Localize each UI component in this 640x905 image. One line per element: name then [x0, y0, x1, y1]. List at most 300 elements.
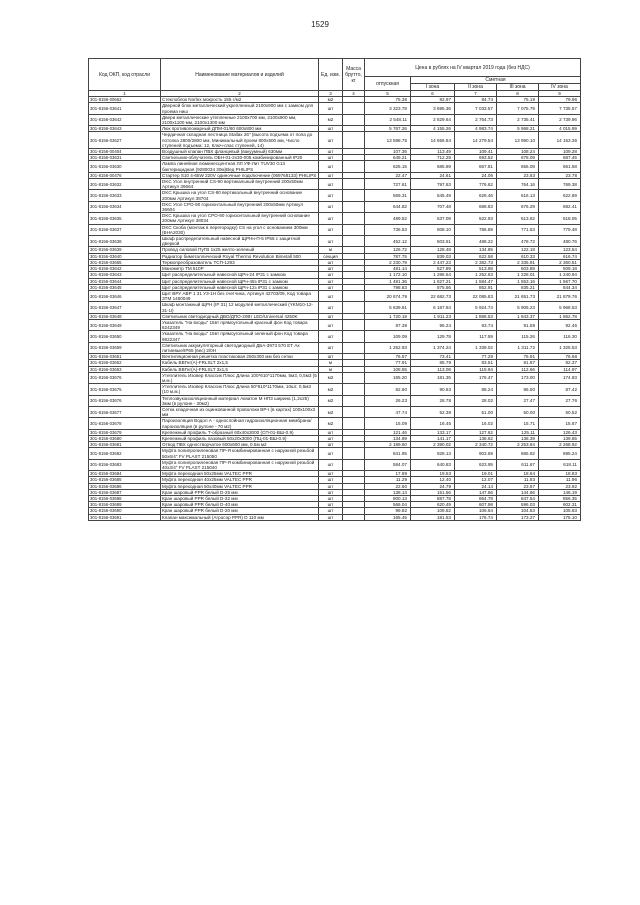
item-unit: шт — [319, 442, 343, 448]
item-code: 301-8156-03640 — [89, 253, 161, 259]
item-name: Двери металлические утепленные 2100х700 мм, 2100х900 мм, 2100х1100 мм, 2100х1300 мм — [161, 114, 319, 125]
price-zone-3: 656.08 — [497, 161, 539, 172]
price-zone-3: 23.67 — [497, 483, 539, 489]
price-zone-2: 93.74 — [455, 319, 497, 330]
item-unit: шт — [319, 459, 343, 470]
price-release: 644.82 — [365, 201, 411, 212]
price-zone-4: 14 153.36 — [539, 132, 581, 149]
item-name: DKC Угол внутренний CS-90 вертикальный внутренний 200х50мм Артикул 36664 — [161, 179, 319, 190]
item-name: Светильник светодиодный ДВО/ДПО-20Вт LED/Universal 4250K — [161, 313, 319, 319]
price-zone-4: 4 015.99 — [539, 126, 581, 132]
price-zone-4: 856.35 — [539, 496, 581, 502]
price-zone-2: 5 924.74 — [455, 302, 497, 313]
item-mass — [343, 302, 365, 313]
item-code: 301-8156-03642 — [89, 114, 161, 125]
item-unit: шт — [319, 313, 343, 319]
price-zone-4: 1 862.78 — [539, 313, 581, 319]
item-name: Муфта переходная 50х40мм VALTEC PPR — [161, 483, 319, 489]
price-release: 800.13 — [365, 496, 411, 502]
price-zone-1: 1 627.21 — [411, 278, 455, 284]
price-zone-2: 1 584.47 — [455, 278, 497, 284]
item-code: 301-8156-03643 — [89, 126, 161, 132]
item-unit: шт — [319, 155, 343, 161]
price-zone-4: 92.46 — [539, 319, 581, 330]
column-number: 2 — [161, 91, 319, 97]
price-zone-4: 1 325.53 — [539, 342, 581, 353]
price-release: 1 720.19 — [365, 313, 411, 319]
item-name: Манометр ТМ 510Р — [161, 266, 319, 272]
item-code: 301-8156-03686 — [89, 483, 161, 489]
price-zone-3: 104.53 — [497, 508, 539, 514]
price-zone-4: 2 268.92 — [539, 442, 581, 448]
price-release: 736.53 — [365, 224, 411, 235]
price-zone-4: 480.76 — [539, 236, 581, 247]
item-code: 301-8156-03689 — [89, 502, 161, 508]
header-release: отпускная — [365, 77, 411, 91]
item-mass — [343, 448, 365, 459]
price-zone-2: 2 764.73 — [455, 114, 497, 125]
price-zone-4: 114.97 — [539, 366, 581, 372]
header-zone-2: II зона — [455, 84, 497, 91]
item-name: Кран шаровый PPR белый D-40 мм — [161, 502, 319, 508]
price-zone-2: 147.56 — [455, 489, 497, 495]
item-code: 301-8156-03642 — [89, 266, 161, 272]
header-unit: Ед. изм. — [319, 59, 343, 91]
table-row — [89, 331, 581, 342]
item-name: Отвод ПВХ одностворчатое 600х600 мм, 0.5м м2 — [161, 442, 319, 448]
item-name: Провод силовой ПуГВ 1х25 желто-зеленый — [161, 247, 319, 253]
item-mass — [343, 459, 365, 470]
price-zone-1: 24.61 — [411, 172, 455, 178]
price-zone-4: 126.43 — [539, 429, 581, 435]
price-zone-2: 24.14 — [455, 483, 497, 489]
price-release: 1 252.93 — [365, 342, 411, 353]
item-mass — [343, 213, 365, 224]
price-zone-2: 623.95 — [455, 459, 497, 470]
price-zone-2: 628.46 — [455, 190, 497, 201]
price-zone-2: 24.06 — [455, 172, 497, 178]
item-unit: шт — [319, 508, 343, 514]
header-price-group: Цена в рублях на IV квартал 2019 года (без НДС) — [365, 59, 581, 77]
price-zone-4: 23.92 — [539, 483, 581, 489]
price-zone-1: 2 390.02 — [411, 442, 455, 448]
item-mass — [343, 418, 365, 429]
price-zone-2: 864.78 — [455, 496, 497, 502]
price-zone-3: 764.16 — [497, 179, 539, 190]
price-zone-2: 109.41 — [455, 149, 497, 155]
price-zone-1: 1 374.24 — [411, 342, 455, 353]
column-number: 3 — [319, 91, 343, 97]
item-code: 301-8156-03683 — [89, 459, 161, 470]
table-row — [89, 514, 581, 520]
table-row — [89, 201, 581, 212]
item-name: Щит распределительный навесной ЩРн-12з IP31 с замком — [161, 284, 319, 290]
price-zone-4: 76.68 — [539, 354, 581, 360]
item-code: 301-8156-03644 — [89, 278, 161, 284]
item-code: 301-8156-03648 — [89, 313, 161, 319]
item-name: Шкаф распределительный навесной ЩРНн-П-5 IP55 с защитной дверкой — [161, 236, 319, 247]
item-unit: шт — [319, 284, 343, 290]
price-zone-2: 115.94 — [455, 366, 497, 372]
item-name: Термопреобразователь ТСП-1293 — [161, 259, 319, 265]
price-zone-2: 622.58 — [455, 253, 497, 259]
price-zone-3: 1 553.16 — [497, 278, 539, 284]
item-unit: м2 — [319, 395, 343, 406]
price-zone-4: 769.38 — [539, 179, 581, 190]
item-code: 301-8156-03631 — [89, 155, 161, 161]
item-unit: шт — [319, 172, 343, 178]
item-name: Пароизоляция Водол А - однослойная гидроизоляционная мембрана/пароизоляция (в рулоне - 70 м2) — [161, 418, 319, 429]
item-name: Крепежный профиль пазовый 50х20х3000 (ПЦ-01-ВШ-0.9) — [161, 435, 319, 441]
price-zone-3: 21 651.73 — [497, 290, 539, 301]
price-release: 1 481.36 — [365, 278, 411, 284]
price-zone-1: 90.63 — [411, 384, 455, 395]
price-zone-3: 86.50 — [497, 384, 539, 395]
item-unit: шт — [319, 179, 343, 190]
price-zone-2: 12.07 — [455, 477, 497, 483]
item-unit: м2 — [319, 372, 343, 383]
price-zone-3: 1 228.01 — [497, 272, 539, 278]
price-zone-4: 15.87 — [539, 418, 581, 429]
item-unit: шт — [319, 471, 343, 477]
price-zone-2: 1 339.02 — [455, 342, 497, 353]
price-release: 108.55 — [365, 366, 411, 372]
price-release: 77.91 — [365, 360, 411, 366]
price-zone-3: 503.88 — [497, 266, 539, 272]
price-zone-2: 1 252.63 — [455, 272, 497, 278]
price-zone-1: 19.53 — [411, 471, 455, 477]
price-zone-1: 16.45 — [411, 418, 455, 429]
table-row — [89, 213, 581, 224]
price-zone-4: 123.54 — [539, 247, 581, 253]
item-unit: шт — [319, 236, 343, 247]
price-zone-2: 88.24 — [455, 384, 497, 395]
price-zone-2: 2 382.73 — [455, 259, 497, 265]
table-row — [89, 384, 581, 395]
price-zone-2: 2 340.72 — [455, 442, 497, 448]
price-zone-1: 14 656.84 — [411, 132, 455, 149]
item-name: Указатель "На входы" 15вт прямоугольный красный фон Код товара 6242349 — [161, 319, 319, 330]
price-zone-3: 513.62 — [497, 213, 539, 224]
item-unit: шт — [319, 290, 343, 301]
price-zone-1: 2 829.64 — [411, 114, 455, 125]
price-zone-2: 4 983.74 — [455, 126, 497, 132]
price-release: 787.75 — [365, 253, 411, 259]
price-zone-1: 808.10 — [411, 224, 455, 235]
price-zone-3: 616.13 — [497, 190, 539, 201]
price-zone-2: 22 085.83 — [455, 290, 497, 301]
table-row — [89, 302, 581, 313]
price-zone-2: 776.62 — [455, 179, 497, 190]
price-zone-3: 596.03 — [497, 502, 539, 508]
price-zone-3: 771.53 — [497, 224, 539, 235]
table-row — [89, 448, 581, 459]
price-zone-3: 610.33 — [497, 253, 539, 259]
item-name: Указатель "На входы" 15вт прямоугольный зеленый фон Код товара 9822347 — [161, 331, 319, 342]
item-unit: шт — [319, 278, 343, 284]
price-release: 22.47 — [365, 172, 411, 178]
item-code: 301-8156-03650 — [89, 331, 161, 342]
header-zone-4: IV зона — [539, 84, 581, 91]
item-unit: шт — [319, 190, 343, 201]
price-zone-2: 513.98 — [455, 266, 497, 272]
table-row — [89, 103, 581, 114]
header-zone-1: I зона — [411, 84, 455, 91]
item-code: 301-8156-03649 — [89, 319, 161, 330]
price-zone-3: 144.66 — [497, 489, 539, 495]
price-release: 22.60 — [365, 483, 411, 489]
item-unit: шт — [319, 201, 343, 212]
price-zone-4: 1 567.70 — [539, 278, 581, 284]
item-code: 301-8156-03653 — [89, 366, 161, 372]
price-release: 109.09 — [365, 331, 411, 342]
item-unit: шт — [319, 342, 343, 353]
column-number: 4 — [343, 91, 365, 97]
table-row — [89, 179, 581, 190]
price-zone-4: 87.42 — [539, 384, 581, 395]
item-name: DKC Скоба (монтаж в перегородку) CS на угол с основанием 300мм (BHA2030) — [161, 224, 319, 235]
price-zone-1: 6 187.84 — [411, 302, 455, 313]
price-release: 87.38 — [365, 319, 411, 330]
column-number: 5 — [365, 91, 411, 97]
item-code: 301-8156-03675 — [89, 384, 161, 395]
price-zone-1: 133.17 — [411, 429, 455, 435]
item-code: 301-8156-03691 — [89, 514, 161, 520]
item-mass — [343, 224, 365, 235]
price-zone-3: 112.66 — [497, 366, 539, 372]
price-zone-4: 895.24 — [539, 448, 581, 459]
item-mass — [343, 384, 365, 395]
price-zone-4: 5 968.53 — [539, 302, 581, 313]
item-unit: м2 — [319, 114, 343, 125]
item-mass — [343, 290, 365, 301]
price-zone-1: 73.41 — [411, 354, 455, 360]
price-zone-4: 1 240.94 — [539, 272, 581, 278]
item-code: 301-8156-03682 — [89, 448, 161, 459]
price-zone-1: 113.49 — [411, 149, 455, 155]
price-zone-1: 685.89 — [411, 161, 455, 172]
price-zone-1: 875.56 — [411, 284, 455, 290]
price-zone-4: 2 360.51 — [539, 259, 581, 265]
price-zone-1: 82.97 — [411, 97, 455, 103]
item-name: Крепежный профиль Т-образный 60х40х3000 (СП-01-ВШ-0.9) — [161, 429, 319, 435]
price-zone-3: 1 311.72 — [497, 342, 539, 353]
price-release: 15.09 — [365, 418, 411, 429]
item-mass — [343, 161, 365, 172]
price-zone-4: 844.34 — [539, 284, 581, 290]
item-code: 301-8156-03681 — [89, 442, 161, 448]
price-zone-3: 847.54 — [497, 496, 539, 502]
item-unit: шт — [319, 489, 343, 495]
item-unit: шт — [319, 514, 343, 520]
table-row — [89, 236, 581, 247]
item-unit: шт — [319, 302, 343, 313]
item-code: 301-8156-03634 — [89, 201, 161, 212]
price-zone-1: 797.63 — [411, 179, 455, 190]
item-mass — [343, 114, 365, 125]
item-name: Радиатор биметаллический Royal Thermo Revolution Bimetall 500 — [161, 253, 319, 259]
price-zone-2: 1 888.53 — [455, 313, 497, 319]
table-row — [89, 290, 581, 301]
price-zone-1: 109.52 — [411, 508, 455, 514]
price-release: 20 674.79 — [365, 290, 411, 301]
price-zone-1: 640.83 — [411, 459, 455, 470]
price-zone-4: 682.41 — [539, 201, 581, 212]
price-zone-4: 146.19 — [539, 489, 581, 495]
column-number: 9 — [539, 91, 581, 97]
price-zone-1: 1 286.54 — [411, 272, 455, 278]
table-row — [89, 319, 581, 330]
column-number: 8 — [497, 91, 539, 97]
item-mass — [343, 342, 365, 353]
price-release: 798.83 — [365, 284, 411, 290]
item-unit: шт — [319, 272, 343, 278]
price-zone-4: 79.96 — [539, 97, 581, 103]
column-number: 1 — [89, 91, 161, 97]
price-release: 11.29 — [365, 477, 411, 483]
price-zone-1: 113.08 — [411, 366, 455, 372]
item-code: 301-8156-03684 — [89, 471, 161, 477]
item-unit: шт — [319, 477, 343, 483]
item-name: Светильник-облучатель ОБН-01-2х30-005 комбинированный IP20 — [161, 155, 319, 161]
price-zone-1: 24.79 — [411, 483, 455, 489]
table-row — [89, 132, 581, 149]
price-zone-2: 83.51 — [455, 360, 497, 366]
item-unit: шт — [319, 213, 343, 224]
price-release: 489.52 — [365, 213, 411, 224]
table-row — [89, 114, 581, 125]
price-zone-4: 139.85 — [539, 435, 581, 441]
table-row — [89, 406, 581, 417]
item-unit: шт — [319, 149, 343, 155]
price-zone-3: 478.72 — [497, 236, 539, 247]
price-zone-2: 176.74 — [455, 514, 497, 520]
item-unit: шт — [319, 502, 343, 508]
item-unit: шт — [319, 259, 343, 265]
item-name: Шкаф монтажный ЩРН (IP 31) 12 модулей металлический (YKM10-12-31-U) — [161, 302, 319, 313]
item-code: 301-8156-03638 — [89, 236, 161, 247]
price-zone-1: 839.03 — [411, 253, 455, 259]
price-zone-3: 173.27 — [497, 514, 539, 520]
item-name: Клапан максимальный (Агросор PPR) D 110 мм — [161, 514, 319, 520]
header-zone-3: III зона — [497, 84, 539, 91]
item-name: Светильник аккумуляторный светодиодный ДБА-3973 570 ЕТ Ак литиевые/IP65 (вес) 2/0Н — [161, 342, 319, 353]
table-row — [89, 395, 581, 406]
price-zone-1: 887.78 — [411, 496, 455, 502]
price-zone-3: 885.92 — [497, 448, 539, 459]
item-mass — [343, 132, 365, 149]
price-zone-2: 16.02 — [455, 418, 497, 429]
price-zone-4: 518.05 — [539, 213, 581, 224]
price-zone-1: 3 695.36 — [411, 103, 455, 114]
price-zone-1: 2 447.23 — [411, 259, 455, 265]
price-release: 47.74 — [365, 406, 411, 417]
price-release: 452.12 — [365, 236, 411, 247]
price-release: 1 172.10 — [365, 272, 411, 278]
price-release: 841.95 — [365, 448, 411, 459]
item-name: Щит распределительный навесной ЩРн-24 IP31 с замком — [161, 272, 319, 278]
item-name: Сетка кладочная из оцинкованной проволоки ВР-I (в картах) 100х100х3 мм — [161, 406, 319, 417]
item-mass — [343, 331, 365, 342]
item-mass — [343, 201, 365, 212]
price-zone-1: 28.78 — [411, 395, 455, 406]
item-name: Лампа линейная люминесцентная ЛЛ УФ-Лит TUV30 G13 бактерицидная (9280034 30м)Вед PHILIPS — [161, 161, 319, 172]
price-release: 727.61 — [365, 179, 411, 190]
price-zone-2: 51.00 — [455, 406, 497, 417]
item-unit: шт — [319, 331, 343, 342]
header-mass: Масса брутто, кг — [343, 59, 365, 91]
item-unit: шт — [319, 224, 343, 235]
price-release: 569.31 — [365, 190, 411, 201]
price-release: 76.57 — [365, 354, 411, 360]
price-zone-1: 707.48 — [411, 201, 455, 212]
item-name: Дверной блок металлический укрепленный 2100х900 мм с замком для проема ниш — [161, 103, 319, 114]
item-code: 301-8156-03652 — [89, 360, 161, 366]
item-name: Воздушный клапан ПВХ фланцевый (вакуумный) 630мм — [161, 149, 319, 155]
price-zone-3: 1 843.37 — [497, 313, 539, 319]
item-name: Кран шаровый PPR белый D-32 мм — [161, 496, 319, 502]
item-code: 301-8156-03678 — [89, 418, 161, 429]
price-zone-3: 13 990.10 — [497, 132, 539, 149]
item-unit: м2 — [319, 97, 343, 103]
price-zone-3: 11.83 — [497, 477, 539, 483]
item-code: 301-8156-03687 — [89, 489, 161, 495]
price-zone-3: 5 906.23 — [497, 302, 539, 313]
item-unit: шт — [319, 266, 343, 272]
price-zone-3: 15.71 — [497, 418, 539, 429]
price-zone-4: 175.10 — [539, 514, 581, 520]
item-unit: м2 — [319, 418, 343, 429]
price-zone-4: 50.52 — [539, 406, 581, 417]
price-zone-3: 2 253.84 — [497, 442, 539, 448]
item-name: DKC Угол CPO-90 горизонтальный внутренний 200х50мм Артикул 36604 — [161, 201, 319, 212]
table-row — [89, 342, 581, 353]
price-release: 481.14 — [365, 266, 411, 272]
header-estimate: Сметная — [411, 77, 581, 84]
price-zone-1: 22 682.73 — [411, 290, 455, 301]
price-zone-2: 106.64 — [455, 508, 497, 514]
page-number: 1529 — [311, 20, 329, 29]
price-zone-2: 176.47 — [455, 372, 497, 383]
item-unit: м — [319, 360, 343, 366]
price-zone-2: 138.62 — [455, 435, 497, 441]
price-zone-2: 667.81 — [455, 161, 497, 172]
item-mass — [343, 190, 365, 201]
item-unit: шт — [319, 319, 343, 330]
item-mass — [343, 103, 365, 114]
price-zone-2: 903.69 — [455, 448, 497, 459]
item-mass — [343, 514, 365, 520]
price-zone-1: 712.29 — [411, 155, 455, 161]
price-zone-4: 174.83 — [539, 372, 581, 383]
price-zone-1: 12.40 — [411, 477, 455, 483]
table-row — [89, 190, 581, 201]
price-zone-2: 117.59 — [455, 331, 497, 342]
price-zone-4: 779.48 — [539, 224, 581, 235]
price-zone-3: 173.00 — [497, 372, 539, 383]
item-unit: шт — [319, 496, 343, 502]
price-zone-1: 129.78 — [411, 331, 455, 342]
price-zone-4: 11.96 — [539, 477, 581, 483]
price-zone-4: 509.18 — [539, 266, 581, 272]
price-zone-3: 2 735.41 — [497, 114, 539, 125]
item-code: 301-8156-03688 — [89, 496, 161, 502]
price-release: 107.36 — [365, 149, 411, 155]
item-name: Щит распределительный навесной ЩРн-48з IP31 с замком — [161, 278, 319, 284]
price-zone-3: 50.00 — [497, 406, 539, 417]
price-release: 5 767.26 — [365, 126, 411, 132]
price-zone-2: 77.29 — [455, 354, 497, 360]
